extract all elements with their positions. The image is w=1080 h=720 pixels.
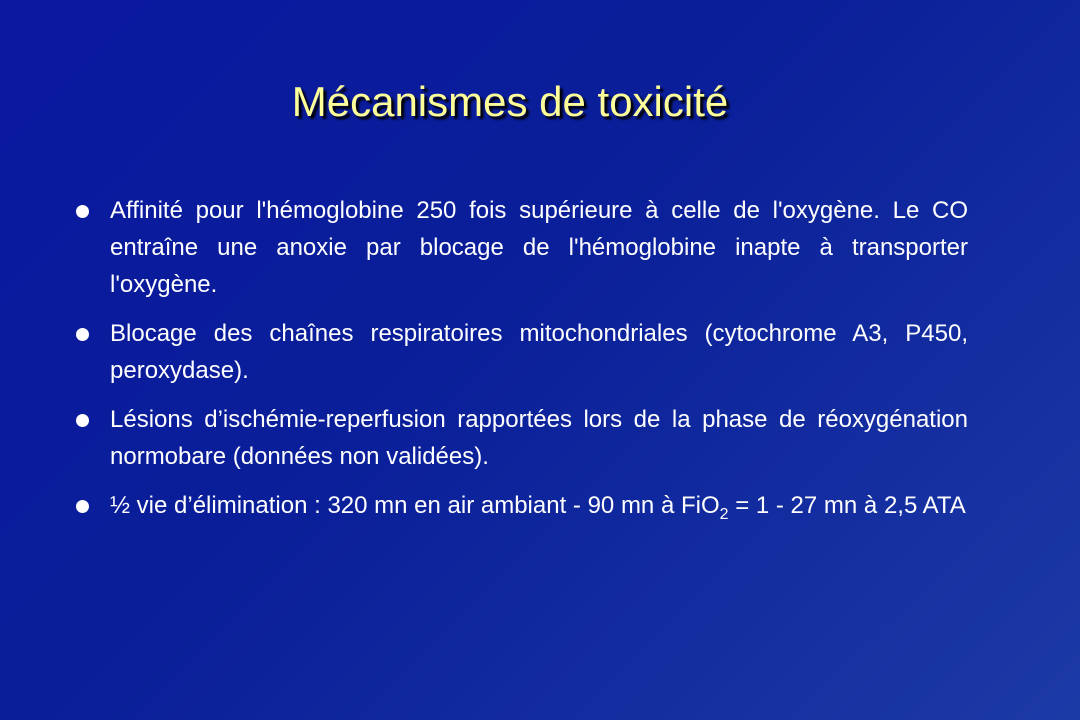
bullet-list [72, 192, 968, 545]
bullet-text: Lésions d’ischémie-reperfusion rapportées lors de la phase de réoxygénation normobare (données non validées). [110, 406, 968, 470]
bullet-dot-icon [76, 205, 89, 218]
bullet-dot-icon [76, 500, 89, 513]
bullet-item [72, 401, 968, 475]
bullet-item [72, 315, 968, 389]
bullet-item [72, 192, 968, 303]
bullet-item [72, 487, 968, 533]
bullet-text-part: ½ vie d’élimination : 320 mn en air ambiant - 90 mn à FiO [110, 492, 720, 519]
bullet-text: Affinité pour l'hémoglobine 250 fois supérieure à celle de l'oxygène. Le CO entraîne une anoxie par blocage de l'hémoglobine inapte à transporter l'oxygène. [110, 197, 968, 298]
bullet-text: Blocage des chaînes respiratoires mitochondriales (cytochrome A3, P450, peroxydase). [110, 320, 968, 384]
bullet-dot-icon [76, 414, 89, 427]
bullet-dot-icon [76, 328, 89, 341]
subscript-text: 2 [719, 506, 729, 523]
bullet-text-part: = 1 - 27 mn à 2,5 ATA [728, 492, 966, 519]
slide-title: Mécanismes de toxicité [291, 78, 729, 125]
